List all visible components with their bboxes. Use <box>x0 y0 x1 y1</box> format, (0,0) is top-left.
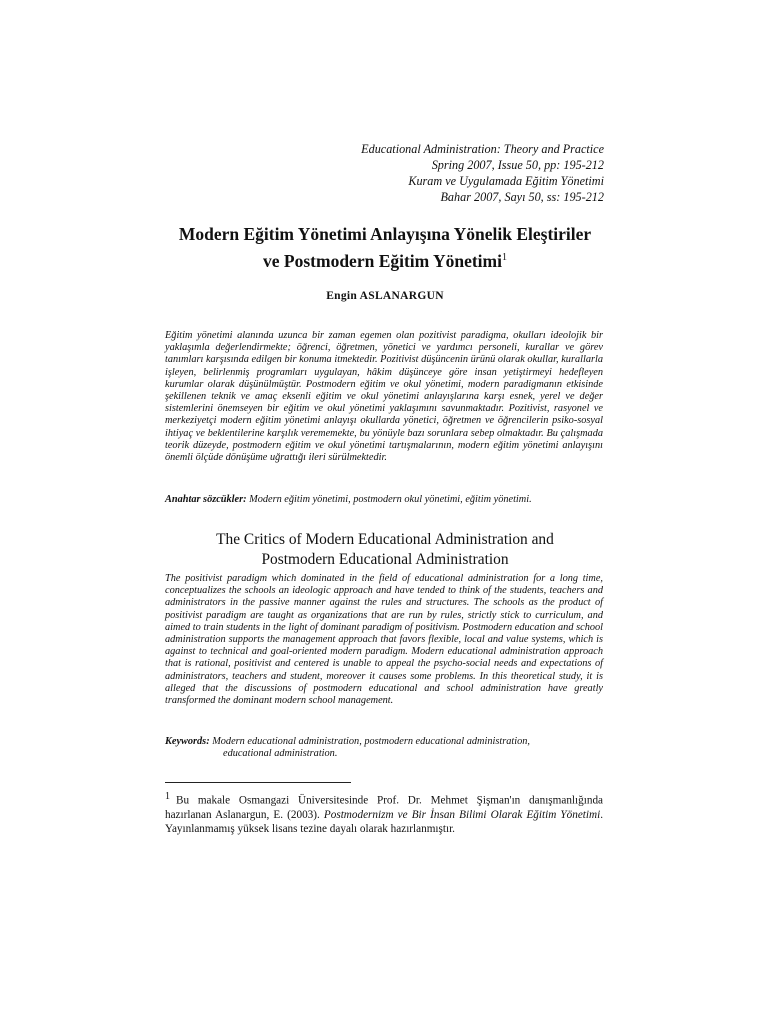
journal-title-en: Educational Administration: Theory and Practice <box>361 142 604 156</box>
abstract-tr: Eğitim yönetimi alanında uzunca bir zaman egemen olan pozitivist paradigma, okulları ideolojik bir yaklaşımla değerlendirmekte; öğrenci, öğretmen, yönetici ve yardımcı personeli, kurallar ve görev tanımları karşısında edilgen bir konuma itmektedir. Pozitivist düşüncenin ürünü olarak okullar, kurallarla işleyen, belirlenmiş programları uygulayan, hâkim düşünceye göre insan yetiştirmeyi hedefleyen kurumlar olarak düşünülmüştür. Postmodern eğitim ve okul yönetimi, modern paradigmanın etkisinde şekillenen teknik ve amaç eksenli eğitim ve okul yönetimi anlayışlarına karşı esnek, yerel ve değer sistemlerini önemseyen bir eğitim ve okul yönetimi yaklaşımını savunmaktadır. Pozitivist, rasyonel ve merkeziyetçi modern eğitim yönetimi anlayışı okullarda yönetici, öğretmen ve öğrencilerin psiko-sosyal ihtiyaç ve beklentilerine karşılık verememekte, bu yönüyle bazı sorunlara sebep olmaktadır. Bu çalışmada teorik düzeyde, postmodern eğitim ve okul yönetimi tartışmalarının, modern eğitim yönetimi anlayışını önemli ölçüde dönüşüme uğrattığı ileri sürülmektedir. <box>165 330 603 464</box>
keywords-en-cont: educational administration. <box>223 748 338 760</box>
keywords-tr-text: Modern eğitim yönetimi, postmodern okul yönetimi, eğitim yönetimi. <box>246 494 532 505</box>
journal-title-tr: Kuram ve Uygulamada Eğitim Yönetimi <box>408 174 604 188</box>
title-tr-line2 <box>150 246 620 273</box>
abstract-en: The positivist paradigm which dominated in the field of educational administration for a long time, conceptualizes the schools an ideologic approach and have tended to think of the students, teachers and administrators in the passive manner against the rules and structures. The schools as the product of positivist paradigm are taught as organizations that are run by rules, strictly stick to curriculum, and aimed to train students in the light of dominant paradigm of positivism. Postmodern education and school administration supports the management approach that favors flexible, local and value systems, which is against to technical and goal-oriented modern paradigm. Modern educational administration approach that is rational, positivist and centered is unable to appeal the psycho-social needs and expectations of administrators, teachers and student, moreover it causes some problems. In this theoretical study, it is alleged that the discussions of postmodern educational and school administration have greatly transformed the dominant modern school management. <box>165 573 603 707</box>
footnote-thesis-title: Postmodernizm ve Bir İnsan Bilimi Olarak Eğitim Yönetimi <box>323 808 601 821</box>
title-en-line1: The Critics of Modern Educational Administration and <box>216 531 554 548</box>
footnote-text-a: Bu makale Osmangazi Üniversitesinde Prof. Dr. Mehmet Şişman'ın danışmanlığında hazırlanan Aslanargun, E. (2003). <box>165 794 603 821</box>
keywords-en-text: Modern educational administration, postmodern educational administration, <box>209 736 530 747</box>
journal-issue-tr: Bahar 2007, Sayı 50, ss: 195-212 <box>440 190 604 204</box>
title-footnote-mark: 1 <box>501 252 507 263</box>
footnote-text-b: . Yayınlanmamış yüksek lisans tezine dayalı olarak hazırlanmıştır. <box>165 808 603 836</box>
title-tr-line2-text: ve Postmodern Eğitim Yönetimi <box>263 250 502 271</box>
author-name: Engin ASLANARGUN <box>326 290 444 302</box>
journal-header <box>204 141 604 205</box>
footnote-mark: 1 <box>165 791 170 802</box>
journal-issue-en: Spring 2007, Issue 50, pp: 195-212 <box>431 158 604 172</box>
title-tr-line1: Modern Eğitim Yönetimi Anlayışına Yönelik Eleştiriler <box>178 224 592 244</box>
paper-title-tr <box>150 222 620 273</box>
keywords-en <box>165 736 603 760</box>
title-en-line2: Postmodern Educational Administration <box>261 550 509 568</box>
footnote <box>165 790 603 836</box>
paper-title-en <box>150 530 620 569</box>
keywords-tr <box>165 494 603 506</box>
keywords-en-label: Keywords: <box>165 736 210 747</box>
footnote-divider <box>165 782 351 783</box>
keywords-tr-label: Anahtar sözcükler: <box>165 494 247 505</box>
